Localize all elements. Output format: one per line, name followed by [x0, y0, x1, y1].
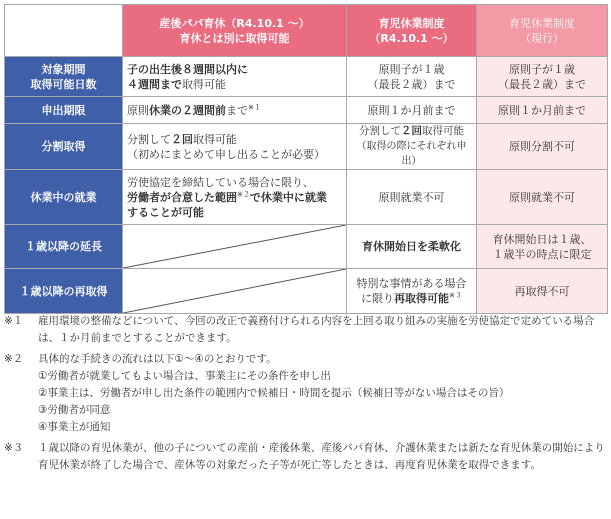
footnote-mark-3: ※３: [449, 291, 462, 300]
footnote-2-step-1: ①労働者が就業してもよい場合は、事業主にその条件を申し出: [38, 370, 331, 382]
current-period-cell: [477, 57, 608, 97]
footnote-mark-2: ※２: [237, 189, 250, 198]
comparison-table-wrap: [4, 4, 607, 309]
footnote-2-body: [38, 351, 607, 436]
footnote-mark-1: ※１: [248, 102, 261, 111]
ikuji-deadline-cell: 原則１か月前まで: [347, 97, 477, 124]
ikuji-reacquire-cell: [347, 269, 477, 314]
header-ikuji-sub: （R4.10.1 ～）: [369, 31, 454, 45]
row-reacquire: [5, 269, 608, 314]
ikuji-period-line1: 原則子が１歳: [378, 62, 445, 76]
ikuji-period-cell: [347, 57, 477, 97]
footnote-2-step-4: ④事業主が通知: [38, 421, 111, 433]
header-ikuji-title: 育児休業制度: [378, 16, 445, 30]
footnote-1: [4, 313, 607, 347]
current-period-line1: 原則子が１歳: [509, 62, 575, 76]
papa-period-weeks: ４週間まで: [127, 77, 182, 91]
footnote-2-step-3: ③労働者が同意: [38, 404, 111, 416]
header-ikuji-new: [347, 5, 477, 57]
footnote-1-text: 雇用環境の整備などについて、今回の改正で義務付けられる内容を上回る取り組みの実施を労使協定で定めている場合は、１か月前までとすることができます。: [38, 315, 595, 344]
papa-period-available: 取得可能: [182, 77, 226, 91]
row-label-reacquire: １歳以降の再取得: [5, 269, 123, 314]
papa-extension-na-cell: [123, 225, 347, 269]
current-reacquire-cell: 再取得不可: [477, 269, 608, 314]
papa-reacquire-na-cell: [123, 269, 347, 314]
footnote-2-text: 具体的な手続きの流れは以下①～④のとおりです。: [38, 353, 277, 365]
footnote-2-step-2: ②事業主は、労働者が申し出た条件の範囲内で候補日・時間を提示（候補日等がない場合はその旨）: [38, 387, 510, 399]
footnote-2-mark: ※２: [4, 353, 24, 365]
papa-period-line1: 子の出生後８週間以内に: [127, 62, 248, 76]
footnotes: [4, 313, 607, 478]
header-row: [5, 5, 608, 57]
header-papa-sub: 育休とは別に取得可能: [179, 31, 290, 45]
ikuji-split-prefix: 分割して: [359, 125, 401, 137]
current-deadline-cell: 原則１か月前まで: [477, 97, 608, 124]
header-papa-leave: [123, 5, 347, 57]
papa-deadline-prefix: 原則: [127, 103, 149, 117]
footnote-3-mark: ※３: [4, 442, 24, 454]
row-period: [5, 57, 608, 97]
header-papa-title: 産後パパ育休（R4.10.1 ～）: [159, 16, 310, 30]
papa-deadline-cell: [123, 97, 347, 124]
header-ikuji-current: [477, 5, 608, 57]
papa-split-note: （初めにまとめて申し出ることが必要）: [127, 147, 325, 161]
papa-work-line3: することが可能: [127, 205, 204, 219]
current-extension-line1: 育休開始日は１歳、: [492, 232, 592, 246]
ikuji-split-count: ２回: [401, 125, 422, 137]
header-current-sub: （現行）: [520, 31, 564, 45]
papa-work-cell: [123, 170, 347, 225]
row-work: [5, 170, 608, 225]
ikuji-period-line2: （最長２歳）まで: [367, 77, 456, 91]
papa-deadline-weeks: 休業の２週間前: [149, 103, 226, 117]
ikuji-reacquire-prefix: に限り: [361, 292, 395, 305]
ikuji-reacquire-line1: 特別な事情がある場合: [356, 277, 467, 290]
row-deadline: [5, 97, 608, 124]
ikuji-extension-text: 育休開始日を柔軟化: [362, 240, 461, 253]
ikuji-work-cell: 原則就業不可: [347, 170, 477, 225]
header-current-title: 育児休業制度: [509, 16, 575, 30]
corner-cell: [5, 5, 123, 57]
diagonal-strike: [123, 269, 346, 313]
papa-deadline-suffix: まで: [226, 103, 248, 117]
current-extension-line2: １歳半の時点に限定: [492, 247, 592, 261]
row-split: [5, 124, 608, 170]
ikuji-split-note: （取得の際にそれぞれ申出）: [356, 141, 467, 167]
row-label-period: [5, 57, 123, 97]
ikuji-reacquire-possible: 再取得可能: [394, 292, 450, 305]
papa-split-count: ２回: [171, 132, 193, 146]
papa-work-line1: 労使協定を締結している場合に限り、: [127, 175, 314, 189]
current-work-cell: 原則就業不可: [477, 170, 608, 225]
footnote-2: [4, 351, 607, 436]
papa-work-line2: で休業中に就業: [249, 190, 327, 204]
current-period-line2: （最長２歳）まで: [498, 77, 586, 91]
comparison-table: [4, 4, 608, 314]
papa-work-agreed-range: 労働者が合意した範囲: [127, 190, 237, 204]
diagonal-strike: [123, 225, 346, 268]
row-label-period-line1: 対象期間: [41, 62, 86, 76]
papa-split-cell: [123, 124, 347, 170]
row-label-period-line2: 取得可能日数: [30, 77, 97, 91]
row-label-deadline: 申出期限: [5, 97, 123, 124]
row-label-extension: １歳以降の延長: [5, 225, 123, 269]
papa-split-suffix: 取得可能: [193, 132, 237, 146]
row-label-work: 休業中の就業: [5, 170, 123, 225]
papa-split-prefix: 分割して: [127, 132, 171, 146]
ikuji-split-cell: [347, 124, 477, 170]
ikuji-split-suffix: 取得可能: [422, 125, 464, 137]
footnote-3: [4, 440, 607, 474]
papa-period-cell: [123, 57, 347, 97]
ikuji-extension-cell: [347, 225, 477, 269]
row-extension: [5, 225, 608, 269]
row-label-split: 分割取得: [5, 124, 123, 170]
current-split-cell: 原則分割不可: [477, 124, 608, 170]
footnote-3-text: １歳以降の育児休業が、他の子についての産前・産後休業、産後パパ育休、介護休業または新たな育児休業の開始により育児休業が終了した場合で、産休等の対象だった子等が死亡等したときは、再度育児休業を取得できます。: [38, 442, 605, 471]
current-extension-cell: [477, 225, 608, 269]
footnote-1-mark: ※１: [4, 315, 24, 327]
